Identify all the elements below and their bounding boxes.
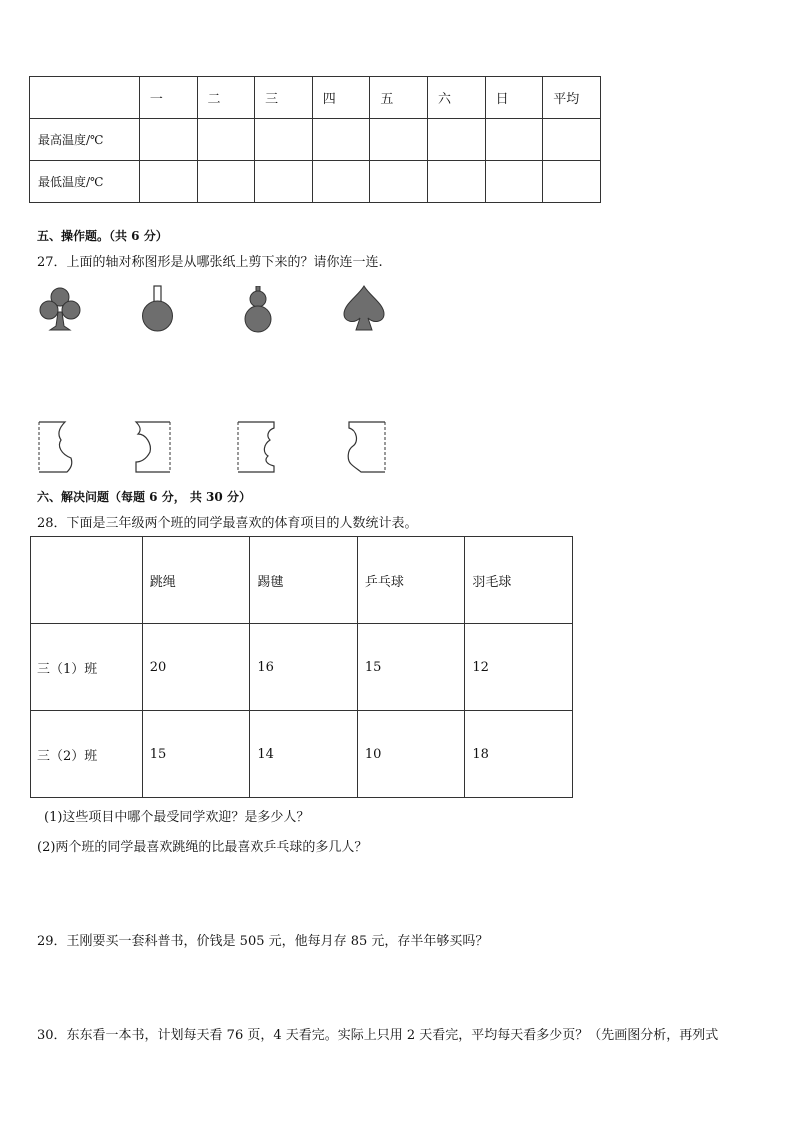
club-shape-icon bbox=[38, 286, 82, 334]
blank-cell bbox=[370, 119, 428, 161]
header-cell: 羽毛球 bbox=[465, 537, 573, 624]
header-cell: 一 bbox=[139, 77, 197, 119]
blank-cell bbox=[197, 119, 255, 161]
paper-piece-3-icon bbox=[236, 420, 278, 474]
blank-cell bbox=[197, 161, 255, 203]
question-28: 28．下面是三年级两个班的同学最喜欢的体育项目的人数统计表。 bbox=[37, 516, 418, 531]
header-cell: 跳绳 bbox=[142, 537, 250, 624]
question-27: 27．上面的轴对称图形是从哪张纸上剪下来的？请你连一连. bbox=[37, 255, 383, 270]
keyhole-shape-icon bbox=[140, 285, 176, 333]
header-cell-empty bbox=[31, 537, 143, 624]
header-cell: 乒乓球 bbox=[357, 537, 465, 624]
header-cell: 五 bbox=[370, 77, 428, 119]
question-29: 29．王刚要买一套科普书，价钱是 505 元，他每月存 85 元，存半年够买吗？ bbox=[37, 934, 489, 949]
header-cell: 踢毽 bbox=[250, 537, 358, 624]
blank-cell bbox=[428, 161, 486, 203]
blank-cell bbox=[312, 119, 370, 161]
table-cell: 10 bbox=[357, 711, 465, 798]
row-label: 三（2）班 bbox=[31, 711, 143, 798]
row-label: 最低温度/℃ bbox=[30, 161, 140, 203]
header-cell: 日 bbox=[485, 77, 543, 119]
table-row bbox=[31, 711, 573, 798]
header-cell: 二 bbox=[197, 77, 255, 119]
paper-piece-1-icon bbox=[37, 420, 79, 474]
blank-cell bbox=[485, 161, 543, 203]
table-row bbox=[31, 624, 573, 711]
gourd-shape-icon bbox=[241, 286, 275, 334]
header-cell-empty bbox=[30, 77, 140, 119]
row-label: 最高温度/℃ bbox=[30, 119, 140, 161]
table-header-row bbox=[31, 537, 573, 624]
blank-cell bbox=[543, 119, 601, 161]
blank-cell bbox=[428, 119, 486, 161]
row-label: 三（1）班 bbox=[31, 624, 143, 711]
question-30: 30．东东看一本书，计划每天看 76 页，4 天看完。实际上只用 2 天看完，平均每天看多少页？（先画图分析，再列式 bbox=[37, 1028, 719, 1043]
blank-cell bbox=[139, 161, 197, 203]
table-cell: 15 bbox=[357, 624, 465, 711]
paper-piece-2-icon bbox=[132, 420, 174, 474]
section-title: 六、解决问题（每题 6 分， 共 30 分） bbox=[37, 490, 251, 504]
table-header-row bbox=[30, 77, 601, 119]
blank-cell bbox=[255, 119, 313, 161]
section-title: 五、操作题。（共 6 分） bbox=[37, 229, 168, 243]
table-cell: 20 bbox=[142, 624, 250, 711]
table-row bbox=[30, 119, 601, 161]
blank-cell bbox=[543, 161, 601, 203]
blank-cell bbox=[485, 119, 543, 161]
table-row bbox=[30, 161, 601, 203]
table-cell: 14 bbox=[250, 711, 358, 798]
blank-cell bbox=[255, 161, 313, 203]
header-cell: 平均 bbox=[543, 77, 601, 119]
table-cell: 12 bbox=[465, 624, 573, 711]
header-cell: 四 bbox=[312, 77, 370, 119]
question-28-part-2: (2)两个班的同学最喜欢跳绳的比最喜欢乒乓球的多几人？ bbox=[37, 840, 368, 855]
header-cell: 三 bbox=[255, 77, 313, 119]
table-cell: 18 bbox=[465, 711, 573, 798]
blank-cell bbox=[312, 161, 370, 203]
sports-table bbox=[30, 536, 573, 798]
question-28-part-1: (1)这些项目中哪个最受同学欢迎？是多少人？ bbox=[44, 810, 310, 825]
table-cell: 15 bbox=[142, 711, 250, 798]
temperature-table bbox=[29, 76, 601, 203]
paper-piece-4-icon bbox=[345, 420, 389, 474]
blank-cell bbox=[139, 119, 197, 161]
spade-shape-icon bbox=[340, 284, 388, 334]
table-cell: 16 bbox=[250, 624, 358, 711]
blank-cell bbox=[370, 161, 428, 203]
header-cell: 六 bbox=[428, 77, 486, 119]
